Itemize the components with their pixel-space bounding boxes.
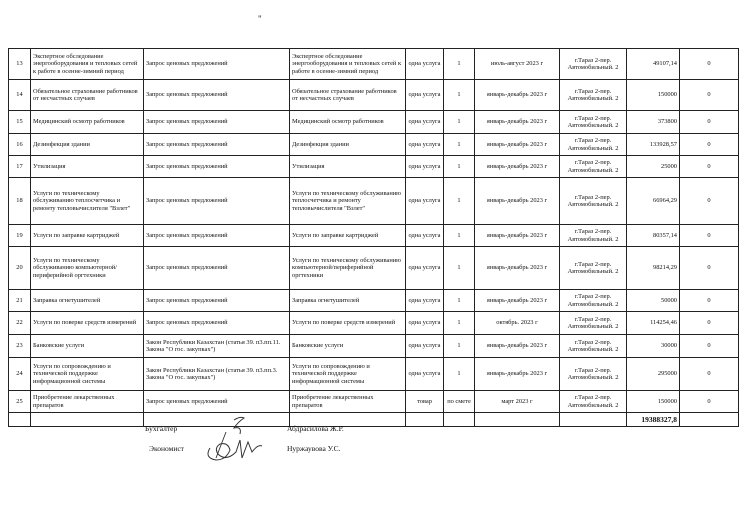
delivery-period: январь-декабрь 2023 г bbox=[475, 335, 560, 358]
delivery-period: январь-декабрь 2023 г bbox=[475, 290, 560, 312]
delivery-period: январь-декабрь 2023 г bbox=[475, 111, 560, 134]
delivery-period: октябрь. 2023 г bbox=[475, 312, 560, 335]
unit-of-measure: одна услуга bbox=[406, 80, 444, 111]
row-number: 17 bbox=[9, 156, 31, 178]
economist-name: Нуржаувова У.С. bbox=[287, 444, 341, 453]
table-row bbox=[9, 290, 739, 312]
page-mark: " bbox=[258, 14, 262, 24]
unit-of-measure: одна услуга bbox=[406, 156, 444, 178]
item-description: Обязательное страхование работников от несчастных случаев bbox=[290, 80, 406, 111]
item-description: Банковские услуги bbox=[290, 335, 406, 358]
procurement-method: Запрос ценовых предложений bbox=[144, 391, 290, 413]
advance-percent: 0 bbox=[680, 358, 739, 391]
delivery-place: г.Тараз 2-пер. Автомобильный. 2 bbox=[560, 178, 627, 225]
item-name: Дезинфекция здании bbox=[31, 134, 144, 156]
row-number: 25 bbox=[9, 391, 31, 413]
procurement-method: Закон Республики Казахстан (статья 39. п3.пп.3. Закона "О гос. закупках") bbox=[144, 358, 290, 391]
procurement-method: Запрос ценовых предложений bbox=[144, 111, 290, 134]
delivery-period: июль-август 2023 г bbox=[475, 49, 560, 80]
procurement-method: Запрос ценовых предложений bbox=[144, 247, 290, 290]
unit-of-measure: одна услуга bbox=[406, 335, 444, 358]
advance-percent: 0 bbox=[680, 225, 739, 247]
advance-percent: 0 bbox=[680, 290, 739, 312]
procurement-method: Запрос ценовых предложений bbox=[144, 312, 290, 335]
delivery-place: г.Тараз 2-пер. Автомобильный. 2 bbox=[560, 156, 627, 178]
amount: 150000 bbox=[627, 391, 680, 413]
procurement-method: Запрос ценовых предложений bbox=[144, 49, 290, 80]
item-description: Услуги по техническому обслуживанию теплосчетчика и ремонту тепловычислителя "Взлет" bbox=[290, 178, 406, 225]
advance-percent: 0 bbox=[680, 178, 739, 225]
delivery-period: январь-декабрь 2023 г bbox=[475, 178, 560, 225]
amount: 49107,14 bbox=[627, 49, 680, 80]
delivery-period: январь-декабрь 2023 г bbox=[475, 358, 560, 391]
advance-percent: 0 bbox=[680, 335, 739, 358]
delivery-period: январь-декабрь 2023 г bbox=[475, 156, 560, 178]
item-description: Услуги по техническому обслуживанию компьютерной/периферийной оргтехники bbox=[290, 247, 406, 290]
item-description: Услуги по заправке картриджей bbox=[290, 225, 406, 247]
delivery-place: г.Тараз 2-пер. Автомобильный. 2 bbox=[560, 358, 627, 391]
amount: 133928,57 bbox=[627, 134, 680, 156]
delivery-place: г.Тараз 2-пер. Автомобильный. 2 bbox=[560, 49, 627, 80]
advance-percent: 0 bbox=[680, 49, 739, 80]
procurement-method: Запрос ценовых предложений bbox=[144, 225, 290, 247]
unit-of-measure: одна услуга bbox=[406, 225, 444, 247]
advance-percent: 0 bbox=[680, 391, 739, 413]
item-name: Услуги по сопровождению и технической поддержке информационной системы bbox=[31, 358, 144, 391]
item-name: Услуги по техническому обслуживанию теплосчетчика и ремонту тепловычислителя "Взлет" bbox=[31, 178, 144, 225]
advance-percent: 0 bbox=[680, 156, 739, 178]
total-sum: 19388327,8 bbox=[627, 413, 680, 427]
row-number: 15 bbox=[9, 111, 31, 134]
row-number: 21 bbox=[9, 290, 31, 312]
table-row bbox=[9, 391, 739, 413]
row-number: 22 bbox=[9, 312, 31, 335]
item-name: Экспертное обследование энергооборудования и тепловых сетей к работе в осенне-зимний период bbox=[31, 49, 144, 80]
economist-title: Экономист bbox=[149, 444, 184, 453]
accountant-name: Абдрасилова Ж.Р. bbox=[287, 424, 344, 433]
quantity: по смете bbox=[444, 391, 475, 413]
total-row bbox=[9, 413, 739, 427]
table-row bbox=[9, 247, 739, 290]
item-name: Обязательное страхование работников от несчастных случаев bbox=[31, 80, 144, 111]
item-name: Заправка огнетушителей bbox=[31, 290, 144, 312]
delivery-period: март 2023 г bbox=[475, 391, 560, 413]
unit-of-measure: товар bbox=[406, 391, 444, 413]
item-name: Медицинский осмотр работников bbox=[31, 111, 144, 134]
unit-of-measure: одна услуга bbox=[406, 247, 444, 290]
procurement-method: Запрос ценовых предложений bbox=[144, 290, 290, 312]
advance-percent: 0 bbox=[680, 247, 739, 290]
delivery-place: г.Тараз 2-пер. Автомобильный. 2 bbox=[560, 391, 627, 413]
delivery-place: г.Тараз 2-пер. Автомобильный. 2 bbox=[560, 134, 627, 156]
procurement-method: Запрос ценовых предложений bbox=[144, 156, 290, 178]
table-row bbox=[9, 358, 739, 391]
delivery-place: г.Тараз 2-пер. Автомобильный. 2 bbox=[560, 312, 627, 335]
row-number: 14 bbox=[9, 80, 31, 111]
quantity: 1 bbox=[444, 80, 475, 111]
quantity: 1 bbox=[444, 225, 475, 247]
delivery-period: январь-декабрь 2023 г bbox=[475, 225, 560, 247]
item-name: Банковские услуги bbox=[31, 335, 144, 358]
unit-of-measure: одна услуга bbox=[406, 290, 444, 312]
amount: 50000 bbox=[627, 290, 680, 312]
item-description: Услуги по поверке средств измерений bbox=[290, 312, 406, 335]
table-body bbox=[9, 49, 739, 413]
item-description: Услуги по сопровождению и технической поддержке информационной системы bbox=[290, 358, 406, 391]
quantity: 1 bbox=[444, 358, 475, 391]
delivery-place: г.Тараз 2-пер. Автомобильный. 2 bbox=[560, 111, 627, 134]
amount: 25000 bbox=[627, 156, 680, 178]
quantity: 1 bbox=[444, 178, 475, 225]
quantity: 1 bbox=[444, 247, 475, 290]
row-number: 13 bbox=[9, 49, 31, 80]
amount: 80357,14 bbox=[627, 225, 680, 247]
amount: 66964,29 bbox=[627, 178, 680, 225]
delivery-place: г.Тараз 2-пер. Автомобильный. 2 bbox=[560, 335, 627, 358]
delivery-period: январь-декабрь 2023 г bbox=[475, 247, 560, 290]
advance-percent: 0 bbox=[680, 134, 739, 156]
row-number: 18 bbox=[9, 178, 31, 225]
item-name: Услуги по поверке средств измерений bbox=[31, 312, 144, 335]
unit-of-measure: одна услуга bbox=[406, 134, 444, 156]
unit-of-measure: одна услуга bbox=[406, 49, 444, 80]
delivery-place: г.Тараз 2-пер. Автомобильный. 2 bbox=[560, 247, 627, 290]
accountant-title: Бухгалтер bbox=[145, 424, 178, 433]
amount: 30000 bbox=[627, 335, 680, 358]
item-description: Приобретение лекарственных препаратов bbox=[290, 391, 406, 413]
table-row bbox=[9, 335, 739, 358]
advance-percent: 0 bbox=[680, 312, 739, 335]
table-row bbox=[9, 49, 739, 80]
item-description: Утилизация bbox=[290, 156, 406, 178]
delivery-period: январь-декабрь 2023 г bbox=[475, 80, 560, 111]
procurement-method: Закон Республики Казахстан (статья 39. п3.пп.11. Закона "О гос. закупках") bbox=[144, 335, 290, 358]
amount: 373800 bbox=[627, 111, 680, 134]
procurement-table bbox=[8, 48, 739, 427]
unit-of-measure: одна услуга bbox=[406, 178, 444, 225]
item-description: Дезинфекция здании bbox=[290, 134, 406, 156]
item-name: Услуги по техническому обслуживанию компьютерной/периферийной оргтехники bbox=[31, 247, 144, 290]
item-description: Медицинский осмотр работников bbox=[290, 111, 406, 134]
amount: 150000 bbox=[627, 80, 680, 111]
unit-of-measure: одна услуга bbox=[406, 358, 444, 391]
procurement-method: Запрос ценовых предложений bbox=[144, 80, 290, 111]
unit-of-measure: одна услуга bbox=[406, 312, 444, 335]
table-row bbox=[9, 134, 739, 156]
row-number: 24 bbox=[9, 358, 31, 391]
item-name: Приобретение лекарственных препаратов bbox=[31, 391, 144, 413]
table-row bbox=[9, 80, 739, 111]
amount: 98214,29 bbox=[627, 247, 680, 290]
quantity: 1 bbox=[444, 49, 475, 80]
delivery-place: г.Тараз 2-пер. Автомобильный. 2 bbox=[560, 80, 627, 111]
row-number: 23 bbox=[9, 335, 31, 358]
quantity: 1 bbox=[444, 156, 475, 178]
item-description: Экспертное обследование энергооборудования и тепловых сетей к работе в осенне-зимний период bbox=[290, 49, 406, 80]
unit-of-measure: одна услуга bbox=[406, 111, 444, 134]
advance-percent: 0 bbox=[680, 80, 739, 111]
table-row bbox=[9, 312, 739, 335]
quantity: 1 bbox=[444, 335, 475, 358]
table-row bbox=[9, 178, 739, 225]
amount: 295000 bbox=[627, 358, 680, 391]
table-row bbox=[9, 111, 739, 134]
quantity: 1 bbox=[444, 312, 475, 335]
delivery-place: г.Тараз 2-пер. Автомобильный. 2 bbox=[560, 225, 627, 247]
table-row bbox=[9, 225, 739, 247]
item-name: Услуги по заправке картриджей bbox=[31, 225, 144, 247]
row-number: 20 bbox=[9, 247, 31, 290]
procurement-method: Запрос ценовых предложений bbox=[144, 134, 290, 156]
advance-percent: 0 bbox=[680, 111, 739, 134]
quantity: 1 bbox=[444, 290, 475, 312]
delivery-place: г.Тараз 2-пер. Автомобильный. 2 bbox=[560, 290, 627, 312]
table-row bbox=[9, 156, 739, 178]
procurement-method: Запрос ценовых предложений bbox=[144, 178, 290, 225]
row-number: 16 bbox=[9, 134, 31, 156]
row-number: 19 bbox=[9, 225, 31, 247]
delivery-period: январь-декабрь 2023 г bbox=[475, 134, 560, 156]
amount: 114254,46 bbox=[627, 312, 680, 335]
quantity: 1 bbox=[444, 134, 475, 156]
quantity: 1 bbox=[444, 111, 475, 134]
item-name: Утилизация bbox=[31, 156, 144, 178]
item-description: Заправка огнетушителей bbox=[290, 290, 406, 312]
